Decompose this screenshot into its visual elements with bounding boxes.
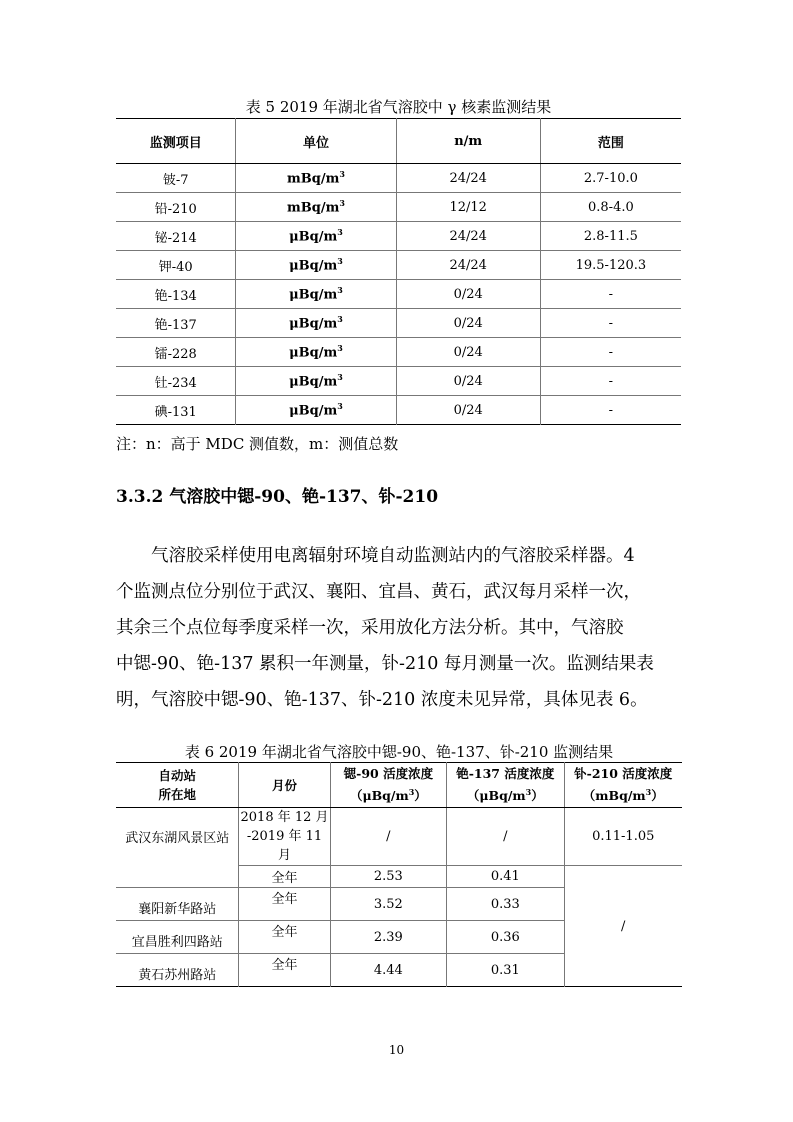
unit-text: μBq/m <box>289 374 338 390</box>
unit-cell <box>236 164 396 193</box>
table6-header-cs137 <box>447 763 564 808</box>
cs137-cell: / <box>447 808 564 866</box>
unit-cell <box>236 309 396 338</box>
nuclide-cell: 碘-131 <box>116 396 236 425</box>
nuclide-cell: 铅-210 <box>116 193 236 222</box>
unit-cell <box>236 367 396 396</box>
nm-cell: 0/24 <box>396 280 540 309</box>
unit-sup: 3 <box>339 169 345 180</box>
header-line: $(\mu Bq/m^3)$ <box>466 787 544 804</box>
table-row <box>116 193 681 222</box>
nm-cell: 0/24 <box>396 309 540 338</box>
unit-sup: 3 <box>337 256 343 267</box>
unit-sup: 3 <box>337 314 343 325</box>
nuclide-cell: 钾-40 <box>116 251 236 280</box>
sr90-cell: / <box>330 808 446 866</box>
month-cell: 全年 <box>239 921 330 954</box>
header-line: $(mBq/m^3)$ <box>582 787 664 804</box>
table-row <box>116 367 681 396</box>
range-cell: 0.8-4.0 <box>540 193 681 222</box>
unit-cell <box>236 396 396 425</box>
table6 <box>116 762 682 987</box>
table5-note: 注：n：高于 MDC 测值数，m：测值总数 <box>116 435 399 453</box>
section-heading: 3.3.2 气溶胶中锶-90、铯-137、钋-210 <box>116 487 439 507</box>
range-cell: - <box>608 402 614 418</box>
nm-cell: 0/24 <box>396 338 540 367</box>
table-row <box>116 222 681 251</box>
month-cell: 全年 <box>239 954 330 987</box>
header-line: 锶-90 活度浓度 <box>343 766 434 782</box>
range-cell: 19.5-120.3 <box>540 251 681 280</box>
paragraph-line: 明，气溶胶中锶-90、铯-137、钋-210 浓度未见异常，具体见表 6。 <box>116 690 648 710</box>
header-line: 铯-137 活度浓度 <box>456 766 555 782</box>
cs137-cell: 0.33 <box>447 888 564 921</box>
unit-sup: 3 <box>337 343 343 354</box>
station-cell: 黄石苏州路站 <box>116 954 239 987</box>
paragraph-line: 其余三个点位每季度采样一次，采用放化方法分析。其中，气溶胶 <box>116 618 624 638</box>
table6-header-month: 月份 <box>239 763 330 808</box>
section-paragraph <box>116 538 682 718</box>
nuclide-cell: 铋-214 <box>116 222 236 251</box>
header-line: $(\mu Bq/m^3)$ <box>349 787 427 804</box>
range-cell: 2.7-10.0 <box>540 164 681 193</box>
month-line: -2019 年 11 月 <box>246 829 323 863</box>
unit-text: μBq/m <box>289 316 338 332</box>
table5-header-unit: 单位 <box>236 119 396 164</box>
nm-cell: 24/24 <box>396 164 540 193</box>
table5 <box>116 118 681 425</box>
sr90-cell: 4.44 <box>330 954 446 987</box>
unit-cell <box>236 280 396 309</box>
paragraph-line: 中锶-90、铯-137 累积一年测量，钋-210 每月测量一次。监测结果表 <box>116 654 654 674</box>
month-cell: 全年 <box>239 888 330 921</box>
range-cell: - <box>540 309 681 338</box>
table5-header-nm: n/m <box>396 119 540 164</box>
cs137-cell: 0.31 <box>447 954 564 987</box>
range-cell: - <box>540 338 681 367</box>
month-cell <box>239 808 330 866</box>
table5-caption: 表 5 2019 年湖北省气溶胶中 γ 核素监测结果 <box>245 98 552 116</box>
nm-cell: 24/24 <box>396 251 540 280</box>
table-row <box>116 251 681 280</box>
page-number: 10 <box>388 1043 405 1057</box>
unit-cell <box>236 251 396 280</box>
nuclide-cell: 钍-234 <box>116 367 236 396</box>
table5-header-range: 范围 <box>540 119 681 164</box>
unit-text: μBq/m <box>289 345 338 361</box>
table6-header-row <box>116 763 682 808</box>
unit-cell <box>236 193 396 222</box>
table-row <box>116 164 681 193</box>
nm-cell: 24/24 <box>396 222 540 251</box>
unit-text: mBq/m <box>287 171 340 187</box>
unit-text: μBq/m <box>289 258 338 274</box>
sr90-cell: 3.52 <box>330 888 446 921</box>
table-row <box>116 808 682 866</box>
nm-cell: 0/24 <box>396 367 540 396</box>
cs137-cell: 0.36 <box>447 921 564 954</box>
unit-text: μBq/m <box>289 287 338 303</box>
unit-sup: 3 <box>337 372 343 383</box>
nuclide-cell: 铯-134 <box>116 280 236 309</box>
unit-sup: 3 <box>339 198 345 209</box>
unit-sup: 3 <box>337 401 343 412</box>
table-row <box>116 338 681 367</box>
table5-header-row <box>116 119 681 164</box>
nuclide-cell: 铯-137 <box>116 309 236 338</box>
station-cell: 襄阳新华路站 <box>116 888 239 921</box>
paragraph-line: 气溶胶采样使用电离辐射环境自动监测站内的气溶胶采样器。4 <box>151 546 635 566</box>
table-row <box>116 396 681 425</box>
nuclide-cell: 镭-228 <box>116 338 236 367</box>
station-cell: 武汉东湖风景区站 <box>116 808 239 888</box>
month-line: 2018 年 12 月 <box>240 810 329 825</box>
unit-text: μBq/m <box>289 403 338 419</box>
paragraph-line: 个监测点位分别位于武汉、襄阳、宜昌、黄石，武汉每月采样一次， <box>116 582 641 602</box>
table6-header-station <box>116 763 239 808</box>
table6-header-sr90 <box>330 763 446 808</box>
table-row <box>116 280 681 309</box>
nuclide-cell: 铍-7 <box>116 164 236 193</box>
table6-caption: 表 6 2019 年湖北省气溶胶中锶-90、铯-137、钋-210 监测结果 <box>184 743 614 761</box>
table5-header-item: 监测项目 <box>116 119 236 164</box>
po210-cell: 0.11-1.05 <box>564 808 682 866</box>
month-cell: 全年 <box>239 866 330 888</box>
sr90-cell: 2.53 <box>330 866 446 888</box>
station-cell: 宜昌胜利四路站 <box>116 921 239 954</box>
header-line: 钋-210 活度浓度 <box>574 766 673 782</box>
range-cell: 2.8-11.5 <box>540 222 681 251</box>
unit-text: μBq/m <box>289 229 338 245</box>
range-cell: - <box>540 280 681 309</box>
header-line: 自动站 <box>158 768 196 783</box>
po210-merged-cell: / <box>621 918 626 934</box>
cs137-cell: 0.41 <box>447 866 564 888</box>
table6-header-po210 <box>564 763 682 808</box>
nm-cell: 12/12 <box>396 193 540 222</box>
table-row <box>116 309 681 338</box>
sr90-cell: 2.39 <box>330 921 446 954</box>
header-line: 所在地 <box>158 787 196 802</box>
unit-cell <box>236 222 396 251</box>
unit-sup: 3 <box>337 285 343 296</box>
range-cell: - <box>540 367 681 396</box>
unit-cell <box>236 338 396 367</box>
nm-cell: 0/24 <box>396 396 540 425</box>
unit-sup: 3 <box>337 227 343 238</box>
unit-text: mBq/m <box>287 200 340 216</box>
